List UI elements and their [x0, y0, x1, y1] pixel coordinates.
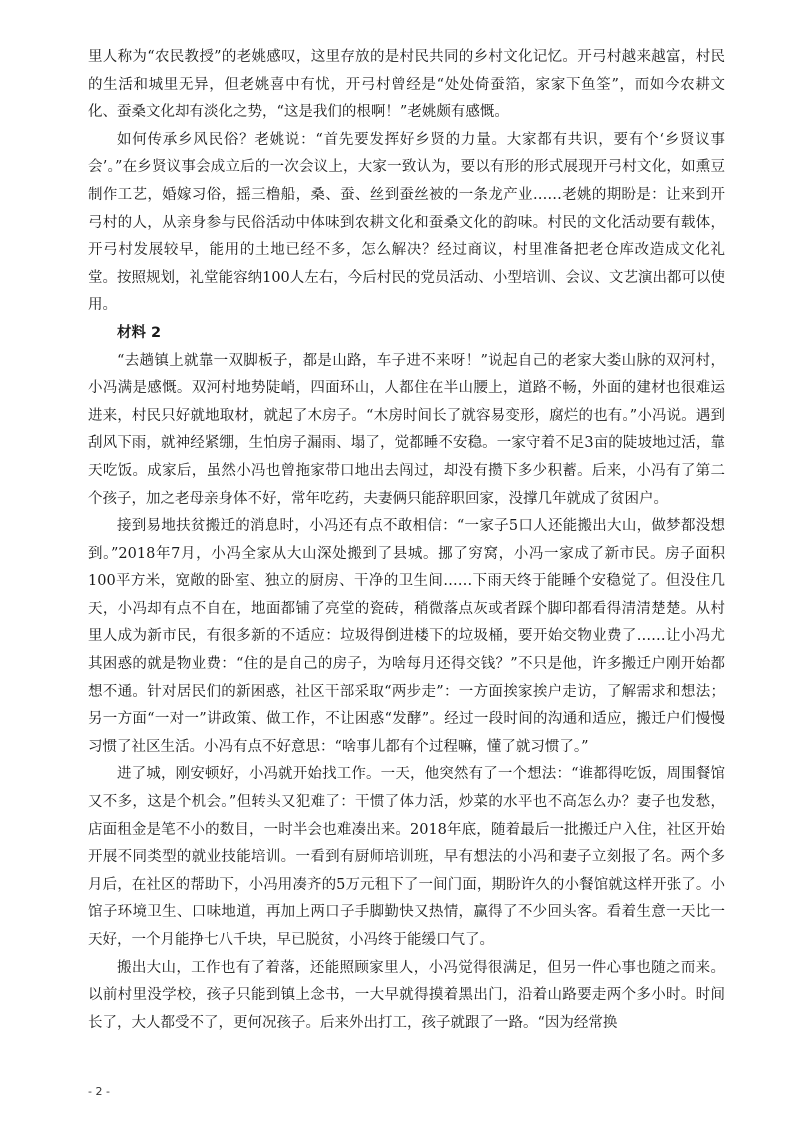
section-heading: 材料 2 [117, 324, 162, 341]
page-number: - 2 - [88, 1085, 110, 1098]
paragraph-continued: 里人称为“农民教授”的老姚感叹，这里存放的是村民共同的乡村文化记忆。开弓村越来越富，村民的生活和城里无异，但老姚喜中有忧，开弓村曾经是“处处倚蚕箔，家家下鱼筌”，而如今农耕文化、蚕桑文化却有淡化之势，“这是我们的根啊！”老姚颇有感慨。 [88, 49, 725, 121]
paragraph: “去趟镇上就靠一双脚板子，都是山路，车子进不来呀！”说起自己的老家大娄山脉的双河村，小冯满是感慨。双河村地势陡峭，四面环山，人都住在半山腰上，道路不畅，外面的建材也很难运进来，村民只好就地取材，就起了木房子。“木房时间长了就容易变形，腐烂的也有。”小冯说。遇到刮风下雨，就神经紧绷，生怕房子漏雨、塌了，觉都睡不安稳。一家守着不足3亩的陡坡地过活，靠天吃饭。成家后，虽然小冯也曾拖家带口地出去闯过，却没有攒下多少积蓄。后来，小冯有了第二个孩子，加之老母亲身体不好，常年吃药，夫妻俩只能辞职回家，没撑几年就成了贫困户。 [88, 352, 725, 507]
paragraph: 进了城，刚安顿好，小冯就开始找工作。一天，他突然有了一个想法：“谁都得吃饭，周围餐馆又不多，这是个机会。”但转头又犯难了：干惯了体力活，炒菜的水平也不高怎么办？妻子也发愁，店面租金是笔不小的数目，一时半会也难凑出来。2018年底，随着最后一批搬迁户入住，社区开始开展不同类型的就业技能培训。一看到有厨师培训班，早有想法的小冯和妻子立刻报了名。两个多月后，在社区的帮助下，小冯用凑齐的5万元租下了一间门面，期盼许久的小餐馆就这样开张了。小馆子环境卫生、口味地道，再加上两口子手脚勤快又热情，赢得了不少回头客。看着生意一天比一天好，一个月能挣七八千块，早已脱贫，小冯终于能缓口气了。 [88, 766, 725, 948]
document-body [88, 44, 725, 1037]
paragraph: 接到易地扶贫搬迁的消息时，小冯还有点不敢相信：“一家子5口人还能搬出大山，做梦都没想到。”2018年7月，小冯全家从大山深处搬到了县城。挪了穷窝，小冯一家成了新市民。房子面积100平方米，宽敞的卧室、独立的厨房、干净的卫生间……下雨天终于能睡个安稳觉了。但没住几天，小冯却有点不自在，地面都铺了亮堂的瓷砖，稍微落点灰或者踩个脚印都看得清清楚楚。从村里人成为新市民，有很多新的不适应：垃圾得倒进楼下的垃圾桶，要开始交物业费了……让小冯尤其困惑的就是物业费：“住的是自己的房子，为啥每月还得交钱？”不只是他，许多搬迁户刚开始都想不通。针对居民们的新困惑，社区干部采取“两步走”：一方面挨家挨户走访，了解需求和想法；另一方面“一对一”讲政策、做工作，不让困惑“发酵”。经过一段时间的沟通和适应，搬迁户们慢慢习惯了社区生活。小冯有点不好意思：“啥事儿都有个过程嘛，懂了就习惯了。” [88, 518, 725, 755]
paragraph: 如何传承乡风民俗？老姚说：“首先要发挥好乡贤的力量。大家都有共识，要有个‘乡贤议事会’。”在乡贤议事会成立后的一次会议上，大家一致认为，要以有形的形式展现开弓村文化，如熏豆制作工艺，婚嫁习俗，摇三橹船，桑、蚕、丝到蚕丝被的一条龙产业……老姚的期盼是：让来到开弓村的人，从亲身参与民俗活动中体味到农耕文化和蚕桑文化的韵味。村民的文化活动要有载体，开弓村发展较早，能用的土地已经不多，怎么解决？经过商议，村里准备把老仓库改造成文化礼堂。按照规划，礼堂能容纳100人左右，今后村民的党员活动、小型培训、会议、文艺演出都可以使用。 [88, 131, 725, 314]
paragraph: 搬出大山，工作也有了着落，还能照顾家里人，小冯觉得很满足，但另一件心事也随之而来。以前村里没学校，孩子只能到镇上念书，一大早就得摸着黑出门，沿着山路要走两个多小时。时间长了，大人都受不了，更何况孩子。后来外出打工，孩子就跟了一路。“因为经常换 [88, 959, 725, 1031]
